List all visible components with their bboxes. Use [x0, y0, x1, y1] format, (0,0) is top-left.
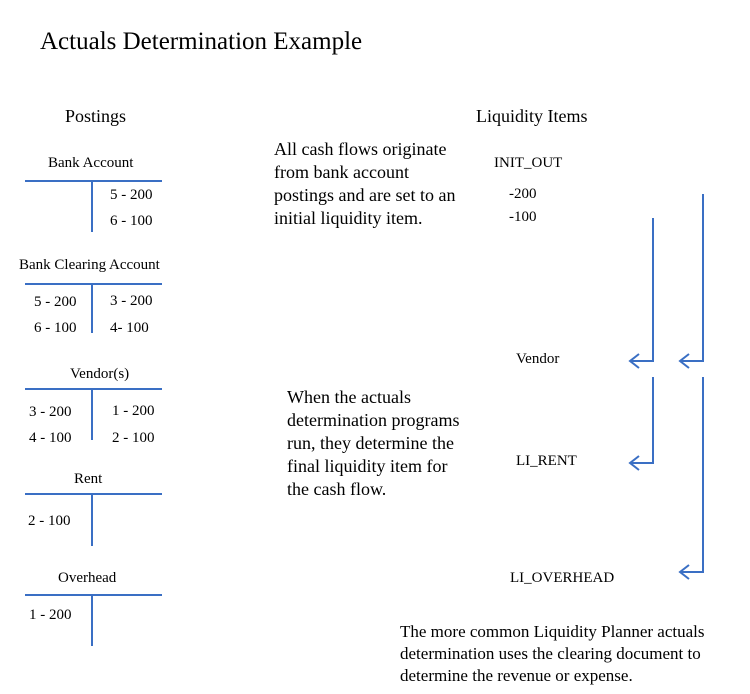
page-title: Actuals Determination Example	[40, 28, 363, 55]
account-name-overhead: Overhead	[58, 570, 117, 586]
note-origin: All cash flows originate from bank account postings and are set to an initial liquidity item.	[274, 139, 456, 228]
arrow-init-100-to-vendor	[630, 218, 653, 368]
vendor-credit-2: 2 - 100	[112, 430, 155, 446]
bank-credit-2: 6 - 100	[110, 213, 153, 229]
vendor-credit-1: 1 - 200	[112, 403, 155, 419]
arrow-init-200-to-vendor	[680, 194, 703, 368]
t-account-rent	[25, 494, 162, 546]
vendor-debit-2: 4 - 100	[29, 430, 72, 446]
t-account-vendor	[25, 389, 162, 440]
rent-debit-1: 2 - 100	[28, 513, 71, 529]
li-init-value-1: -200	[509, 186, 537, 202]
t-account-bank-clearing	[25, 284, 162, 333]
account-name-bank: Bank Account	[48, 155, 134, 171]
note-determine: When the actuals determination programs run, they determine the final liquidity item for the cash flow.	[287, 387, 460, 499]
t-account-overhead	[25, 595, 162, 646]
bank-credit-1: 5 - 200	[110, 187, 153, 203]
li-init-value-2: -100	[509, 209, 537, 225]
clearing-debit-1: 5 - 200	[34, 294, 77, 310]
li-rent: LI_RENT	[516, 453, 577, 469]
arrow-vendor-to-overhead	[680, 377, 703, 579]
vendor-debit-1: 3 - 200	[29, 404, 72, 420]
postings-heading: Postings	[65, 106, 127, 126]
li-init-out: INIT_OUT	[494, 155, 563, 171]
li-vendor: Vendor	[516, 351, 560, 367]
clearing-credit-2: 4- 100	[110, 320, 149, 336]
overhead-debit-1: 1 - 200	[29, 607, 72, 623]
clearing-credit-1: 3 - 200	[110, 293, 153, 309]
account-name-vendor: Vendor(s)	[70, 366, 130, 382]
note-common: The more common Liquidity Planner actuals determination uses the clearing document to determine the revenue or expense.	[400, 622, 705, 685]
account-name-bank-clearing: Bank Clearing Account	[19, 257, 160, 273]
li-overhead: LI_OVERHEAD	[510, 570, 615, 586]
account-name-rent: Rent	[74, 471, 103, 487]
clearing-debit-2: 6 - 100	[34, 320, 77, 336]
liquidity-heading: Liquidity Items	[476, 106, 588, 126]
arrow-vendor-to-rent	[630, 377, 653, 470]
t-account-bank	[25, 181, 162, 232]
